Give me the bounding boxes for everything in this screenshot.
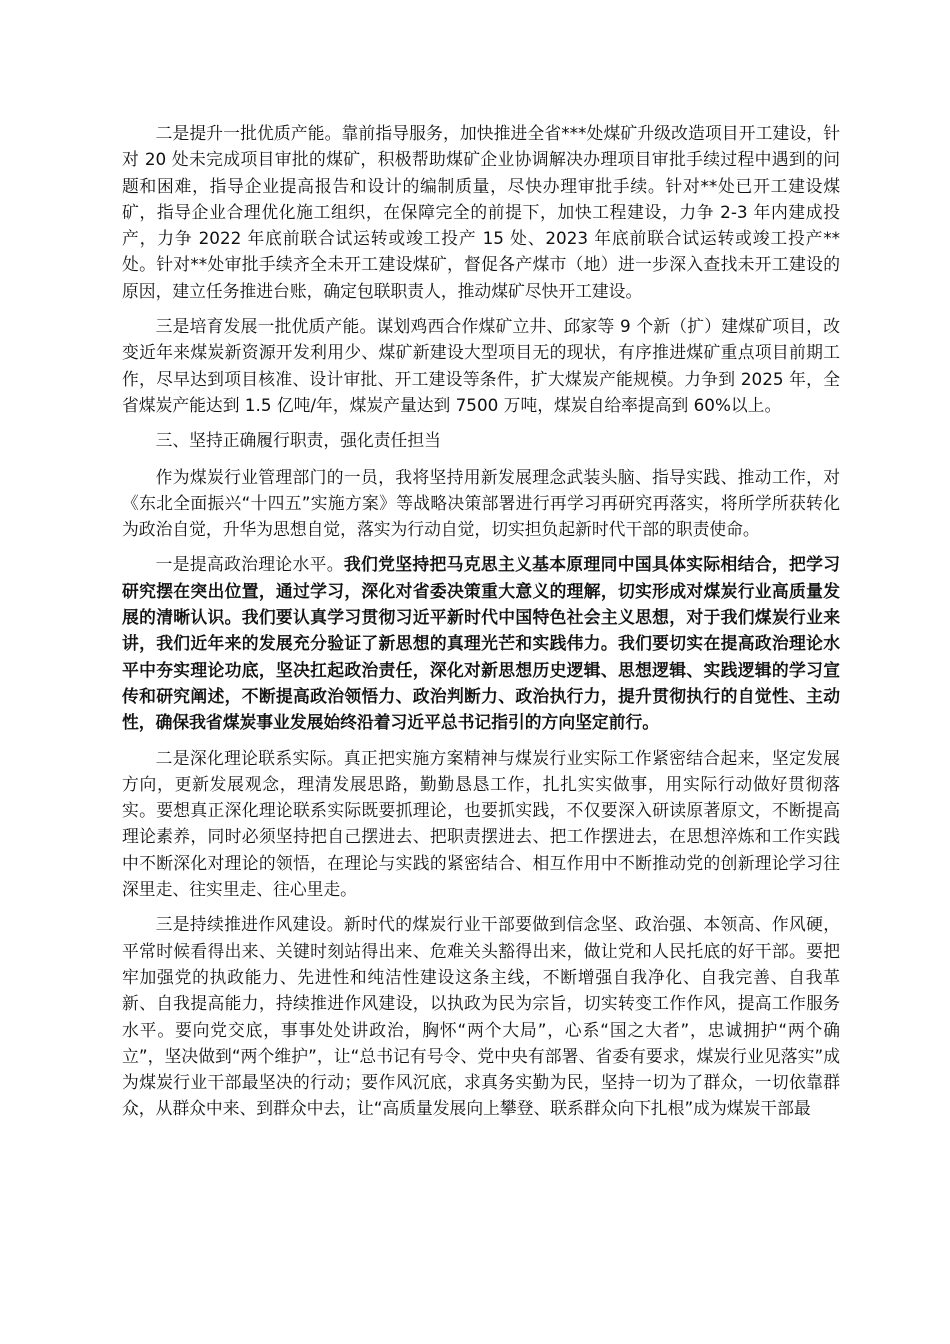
- paragraph-theory-practice: 二是深化理论联系实际。真正把实施方案精神与煤炭行业实际工作紧密结合起来，坚定发展方向，更新发展观念，理清发展思路，勤勤恳恳工作，扎扎实实做事，用实际行动做好贯彻落实。要想真正深化理论联系实际既要抓理论，也要抓实践，不仅要深入研读原著原文，不断提高理论素养，同时必须坚持把自己摆进去、把职责摆进去、把工作摆进去，在思想淬炼和工作实践中不断深化对理论的领悟，在理论与实践的紧密结合、相互作用中不断推动党的创新理论学习往深里走、往实里走、往心里走。: [122, 747, 840, 900]
- paragraph-work-style: 三是持续推进作风建设。新时代的煤炭行业干部要做到信念坚、政治强、本领高、作风硬，平常时候看得出来、关键时刻站得出来、危难关头豁得出来，做让党和人民托底的好干部。要把牢加强党的执政能力、先进性和纯洁性建设这条主线，不断增强自我净化、自我完善、自我革新、自我提高能力，持续推进作风建设，以执政为民为宗旨，切实转变工作作风，提高工作服务水平。要向党交底，事事处处讲政治，胸怀“两个大局”，心系“国之大者”，忠诚拥护“两个确立”，坚决做到“两个维护”，让“总书记有号令、党中央有部署、省委有要求，煤炭行业见落实”成为煤炭行业干部最坚决的行动；要作风沉底，求真务实勤为民，坚持一切为了群众，一切依靠群众，从群众中来、到群众中去，让“高质量发展向上攀登、联系群众向下扎根”成为煤炭干部最: [122, 914, 840, 1119]
- paragraph-develop-capacity: 三是培育发展一批优质产能。谋划鸡西合作煤矿立井、邱家等 9 个新（扩）建煤矿项目，改变近年来煤炭新资源开发利用少、煤矿新建设大型项目无的现状，有序推进煤矿重点项目前期工作，尽早达到项目核准、设计审批、开工建设等条件，扩大煤炭产能规模。力争到 2025 年，全省煤炭产能达到 1.5 亿吨/年，煤炭产量达到 7500 万吨，煤炭自给率提高到 60%以上。: [122, 316, 840, 415]
- paragraph-political-theory-body: 我们党坚持把马克思主义基本原理同中国具体实际相结合，把学习研究摆在突出位置，通过学习，深化对省委决策重大意义的理解，切实形成对煤炭行业高质量发展的清晰认识。我们要认真学习贯彻习近平新时代中国特色社会主义思想，对于我们煤炭行业来讲，我们近年来的发展充分验证了新思想的真理光芒和实践伟力。我们要切实在提高政治理论水平中夯实理论功底，坚决扛起政治责任，深化对新思想历史逻辑、思想逻辑、实践逻辑的学习宣传和研究阐述，不断提高政治领悟力、政治判断力、政治执行力，提升贯彻执行的自觉性、主动性，确保我省煤炭事业发展始终沿着习近平总书记指引的方向坚定前行。: [122, 554, 840, 733]
- paragraph-commitment: 作为煤炭行业管理部门的一员，我将坚持用新发展理念武装头脑、指导实践、推动工作，对《东北全面振兴“十四五”实施方案》等战略决策部署进行再学习再研究再落实，将所学所获转化为政治自觉，升华为思想自觉，落实为行动自觉，切实担负起新时代干部的职责使命。: [122, 466, 840, 540]
- paragraph-political-theory: [122, 551, 840, 735]
- paragraph-political-theory-lead: 一是提高政治理论水平。: [155, 554, 344, 575]
- paragraph-upgrade-capacity: 二是提升一批优质产能。靠前指导服务，加快推进全省***处煤矿升级改造项目开工建设，针对 20 处未完成项目审批的煤矿，积极帮助煤矿企业协调解决办理项目审批手续过程中遇到的问题和困难，指导企业提高报告和设计的编制质量，尽快办理审批手续。针对**处已开工建设煤矿，指导企业合理优化施工组织，在保障完全的前提下，加快工程建设，力争 2-3 年内建成投产，力争 2022 年底前联合试运转或竣工投产 15 处、2023 年底前联合试运转或竣工投产**处。针对**处审批手续齐全未开工建设煤矿，督促各产煤市（地）进一步深入查找未开工建设的原因，建立任务推进台账，确定包联职责人，推动煤矿尽快开工建设。: [122, 123, 840, 301]
- document-body: [122, 120, 840, 1131]
- section-heading-duty: 三、坚持正确履行职责，强化责任担当: [155, 430, 441, 451]
